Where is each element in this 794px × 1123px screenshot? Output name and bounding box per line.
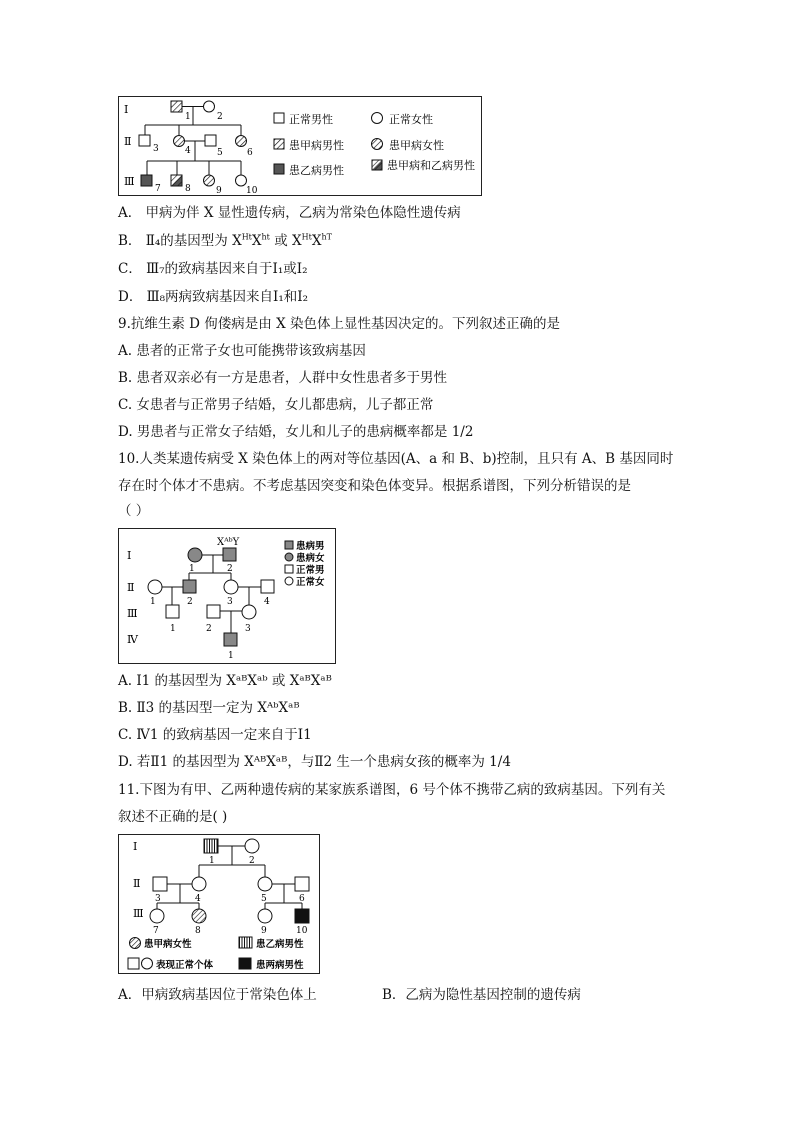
individual-number: 7 [153, 926, 159, 936]
pedigree-2-svg [119, 529, 335, 663]
pedigree-3-svg [119, 835, 319, 973]
individual-number: 6 [247, 148, 253, 158]
individual-number: 1 [189, 564, 195, 574]
individual-number: 1 [185, 112, 191, 122]
text-or: 或 X [269, 233, 302, 249]
q11-option-b: B．乙病为隐性基因控制的遗传病 [382, 987, 581, 1003]
individual-III10-male-both-diseases [295, 909, 309, 923]
individual-II3-female-normal [224, 580, 238, 594]
individual-II4-female-disease-a [174, 136, 185, 147]
q10-option-d: D. 若Ⅱ1 的基因型为 XᴬᴮXᵃᴮ，与Ⅱ2 生一个患病女孩的概率为 1/4 [118, 754, 511, 770]
pedigree-figure-2 [118, 528, 336, 664]
individual-number: 8 [195, 926, 201, 936]
individual-I2-female-normal [245, 839, 259, 853]
legend-disease-b-male-icon [239, 937, 252, 948]
gen-label: Ⅱ [124, 135, 132, 148]
individual-number: 3 [245, 624, 251, 634]
legend-label: 表现正常个体 [156, 960, 214, 971]
individual-number: 10 [246, 186, 258, 195]
individual-II2-male-affected [183, 580, 196, 593]
individual-number: 9 [216, 186, 222, 195]
legend-disease-a-female-icon [130, 938, 141, 949]
q9-option-a: A. 患者的正常子女也可能携带该致病基因 [118, 343, 366, 359]
individual-I1-male-disease-b [204, 839, 218, 853]
q10-stem-line3: （ ） [118, 503, 150, 519]
individual-number: 2 [227, 564, 233, 574]
q10-option-b: B. Ⅱ3 的基因型一定为 XᴬᵇXᵃᴮ [118, 700, 300, 716]
individual-I2-female-normal [204, 101, 215, 112]
q11-stem-line2: 叙述不正确的是( ) [118, 809, 228, 825]
individual-number: 1 [170, 624, 176, 634]
individual-number: 5 [261, 894, 267, 904]
q9-option-b: B. 患者双亲必有一方是患者，人群中女性患者多于男性 [118, 370, 448, 386]
individual-number: 3 [153, 144, 159, 154]
legend-normal-male-icon [274, 113, 284, 123]
individual-number: 2 [217, 112, 223, 122]
gen-label: Ⅰ [124, 103, 129, 116]
legend-label: 正常男性 [289, 113, 333, 126]
individual-number: 9 [261, 926, 267, 936]
individual-number: 1 [228, 651, 234, 661]
legend-label: 患甲病女性 [144, 939, 192, 950]
q9-stem: 9.抗维生素 D 佝偻病是由 X 染色体上显性基因决定的。下列叙述正确的是 [118, 316, 560, 332]
q10-option-c: C. Ⅳ1 的致病基因一定来自于Ⅰ1 [118, 727, 312, 743]
q8-option-a: A． 甲病为伴 X 显性遗传病，乙病为常染色体隐性遗传病 [118, 205, 461, 221]
individual-number: 4 [195, 894, 201, 904]
gen-label: Ⅱ [127, 581, 135, 594]
individual-number: 5 [217, 148, 223, 158]
q8-option-c: C． Ⅲ₇的致病基因来自于Ⅰ₁或Ⅰ₂ [118, 261, 308, 277]
legend-affected-female-icon [285, 553, 293, 561]
legend-normal-female-icon [142, 958, 153, 969]
individual-number: 3 [227, 597, 233, 607]
pedigree-figure-3 [118, 834, 320, 974]
individual-number: 3 [155, 894, 161, 904]
pedigree-1-svg [119, 97, 481, 195]
q8-option-b [118, 232, 332, 250]
superscript: Ht [241, 232, 252, 242]
gen-label: Ⅲ [127, 607, 138, 620]
individual-II5-male-normal [205, 135, 216, 146]
individual-II4-female-normal [192, 877, 206, 891]
q9-option-d: D. 男患者与正常女子结婚，女儿和儿子的患病概率都是 1/2 [118, 424, 474, 440]
legend-affected-male-icon [285, 541, 293, 549]
individual-I1-female-affected [188, 548, 202, 562]
genotype-label: XᴬᵇY [217, 537, 240, 548]
individual-II3-male-normal [153, 877, 167, 891]
q10-option-a: A. Ⅰ1 的基因型为 XᵃᴮXᵃᵇ 或 XᵃᴮXᵃᴮ [118, 673, 332, 689]
individual-II4-male-normal [261, 580, 274, 593]
legend-both-diseases-male-icon [372, 160, 382, 170]
legend-normal-male-icon [285, 565, 293, 573]
individual-number: 2 [187, 597, 193, 607]
legend-label: 患病女 [296, 553, 325, 564]
individual-III9-female-disease-a [204, 175, 215, 186]
text-x: X [311, 233, 322, 249]
individual-II5-female-normal [258, 877, 272, 891]
q11-option-a: A．甲病致病基因位于常染色体上 [118, 987, 317, 1003]
gen-label: Ⅳ [127, 633, 138, 646]
gen-label: Ⅱ [133, 877, 141, 890]
legend-label: 患甲病和乙病男性 [387, 159, 475, 172]
legend-both-diseases-male-icon [239, 958, 251, 969]
legend-label: 患乙病男性 [289, 164, 344, 177]
superscript: Ht [301, 232, 312, 242]
q8-option-d: D． Ⅲ₈两病致病基因来自Ⅰ₁和Ⅰ₂ [118, 289, 309, 305]
legend-label: 患两病男性 [256, 960, 304, 971]
individual-number: 4 [185, 146, 191, 156]
q10-stem-line1: 10.人类某遗传病受 X 染色体上的两对等位基因(A、a 和 B、b)控制，且只有 A、B 基因同时 [118, 451, 674, 467]
gen-label: Ⅲ [124, 175, 135, 188]
individual-III1-male-normal [166, 605, 179, 618]
individual-II1-female-normal [148, 580, 162, 594]
individual-number: 1 [150, 597, 156, 607]
legend-label: 患甲病男性 [289, 139, 344, 152]
legend-label: 正常男 [296, 565, 325, 576]
q8-option-b-prefix: B． Ⅱ₄的基因型为 X [118, 233, 242, 249]
q11-stem-line1: 11.下图为有甲、乙两种遗传病的某家族系谱图，6 号个体不携带乙病的致病基因。下列有关 [118, 782, 666, 798]
superscript: hT [321, 232, 332, 242]
individual-II3-male-normal [139, 135, 150, 146]
legend-label: 正常女 [296, 577, 325, 588]
individual-I1-male-disease-a [171, 101, 182, 112]
individual-III7-female-normal [150, 909, 164, 923]
individual-number: 6 [299, 894, 305, 904]
individual-III7-male-disease-b [141, 175, 152, 186]
individual-number: 4 [264, 597, 270, 607]
individual-number: 8 [185, 184, 191, 194]
legend-label: 患乙病男性 [256, 939, 304, 950]
individual-III8-male-both-diseases [171, 175, 182, 186]
legend-disease-b-male-icon [274, 164, 284, 174]
legend-normal-female-icon [372, 113, 383, 124]
gen-label: Ⅲ [133, 907, 144, 920]
gen-label: Ⅰ [127, 549, 132, 562]
individual-number: 2 [206, 624, 212, 634]
individual-III2-male-normal [207, 605, 220, 618]
individual-number: 10 [296, 926, 308, 936]
gen-label: Ⅰ [133, 840, 138, 853]
legend-label: 正常女性 [389, 113, 433, 126]
individual-III10-female-normal [236, 175, 247, 186]
legend-disease-a-male-icon [274, 139, 284, 149]
q9-option-c: C. 女患者与正常男子结婚，女儿都患病，儿子都正常 [118, 397, 434, 413]
individual-II6-female-disease-a [236, 136, 247, 147]
individual-III9-female-normal [258, 909, 272, 923]
individual-III3-female-normal [242, 605, 256, 619]
superscript: ht [261, 232, 270, 242]
individual-I2-male-affected [223, 548, 236, 561]
legend-disease-a-female-icon [372, 139, 383, 150]
legend-label: 患病男 [296, 541, 325, 552]
individual-number: 7 [155, 184, 161, 194]
individual-number: 1 [209, 856, 215, 866]
legend-normal-female-icon [285, 577, 293, 585]
q10-stem-line2: 存在时个体才不患病。不考虑基因突变和染色体变异。根据系谱图，下列分析错误的是 [118, 478, 631, 494]
pedigree-figure-1 [118, 96, 482, 196]
individual-IV1-male-affected [224, 633, 237, 646]
individual-number: 2 [249, 856, 255, 866]
individual-II6-male-normal [295, 877, 309, 891]
legend-label: 患甲病女性 [389, 139, 444, 152]
legend-normal-male-icon [128, 958, 139, 969]
text-x: X [251, 233, 262, 249]
individual-III8-female-disease-a [192, 909, 206, 923]
